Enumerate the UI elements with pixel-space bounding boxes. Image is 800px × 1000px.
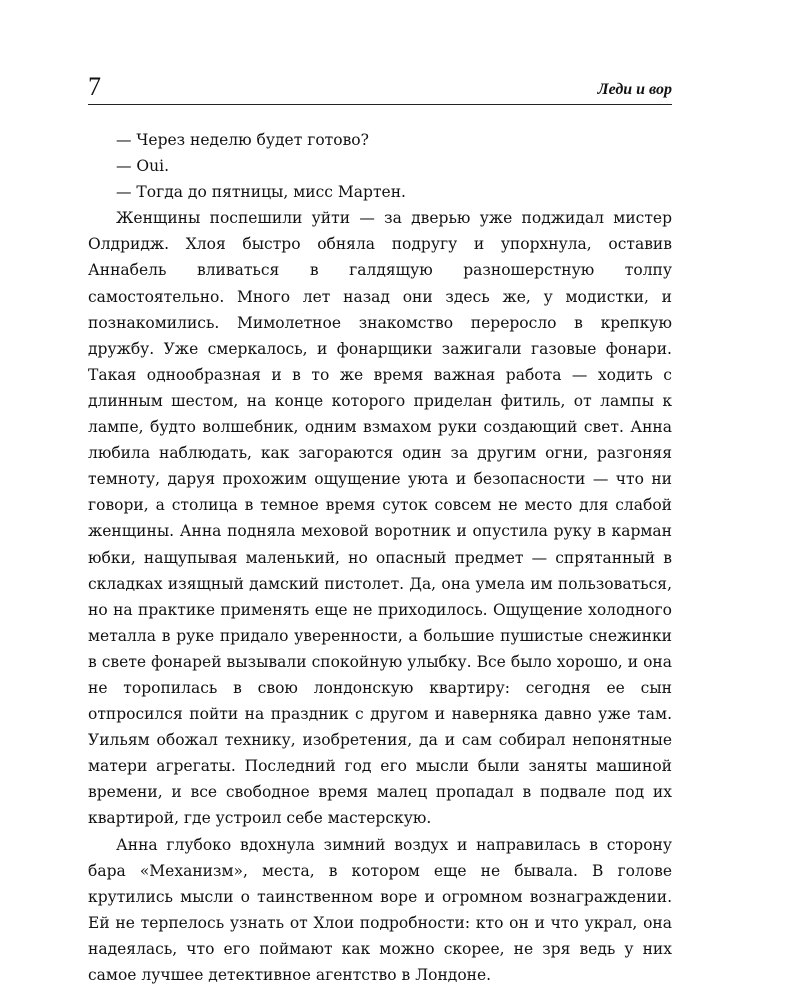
text-body [88, 127, 672, 988]
paragraph: Женщины поспешили уйти — за дверью уже поджидал мистер Олдридж. Хлоя быстро обняла подругу и упорхнула, оставив Аннабель вливаться в галдящую разношерстную толпу самостоятельно. Много лет назад они здесь же, у модистки, и познакомились. Мимолетное знакомство переросло в крепкую дружбу. Уже смеркалось, и фонарщики зажигали газовые фонари. Такая однообразная и в то же время важная работа — ходить с длинным шестом, на конце которого приделан фитиль, от лампы к лампе, будто волшебник, одним взмахом руки создающий свет. Анна любила наблюдать, как загораются один за другим огни, разгоняя темноту, даруя прохожим ощущение уюта и безопасности — что ни говори, а столица в темное время суток совсем не место для слабой женщины. Анна подняла меховой воротник и опустила руку в карман юбки, нащупывая маленький, но опасный предмет — спрятанный в складках изящный дамский пистолет. Да, она умела им пользоваться, но на практике применять еще не приходилось. Ощущение холодного металла в руке придало уверенности, а большие пушистые снежинки в свете фонарей вызывали спокойную улыбку. Все было хорошо, и она не торопилась в свою лондонскую квартиру: сегодня ее сын отпросился пойти на праздник с другом и наверняка давно уже там. Уильям обожал технику, изобретения, да и сам собирал непонятные матери агрегаты. Последний год его мысли были заняты машиной времени, и все свободное время малец пропадал в подвале под их квартирой, где устроил себе мастерскую. [88, 209, 672, 828]
page-number: 7 [88, 72, 101, 101]
running-header [88, 70, 672, 105]
running-title: Леди и вор [597, 81, 672, 98]
book-page [88, 70, 672, 988]
dialogue-line: — Oui. [116, 157, 170, 176]
dialogue-line: — Тогда до пятницы, мисс Мартен. [116, 183, 406, 202]
paragraph: Анна глубоко вдохнула зимний воздух и направилась в сторону бара «Механизм», места, в котором еще не бывала. В голове крутились мысли о таинственном воре и огромном вознаграждении. Ей не терпелось узнать от Хлои подробности: кто он и что украл, она надеялась, что его поймают как можно скорее, не зря ведь у них самое лучшее детективное агентство в Лондоне. [88, 835, 672, 984]
dialogue-line: — Через неделю будет готово? [116, 131, 369, 149]
